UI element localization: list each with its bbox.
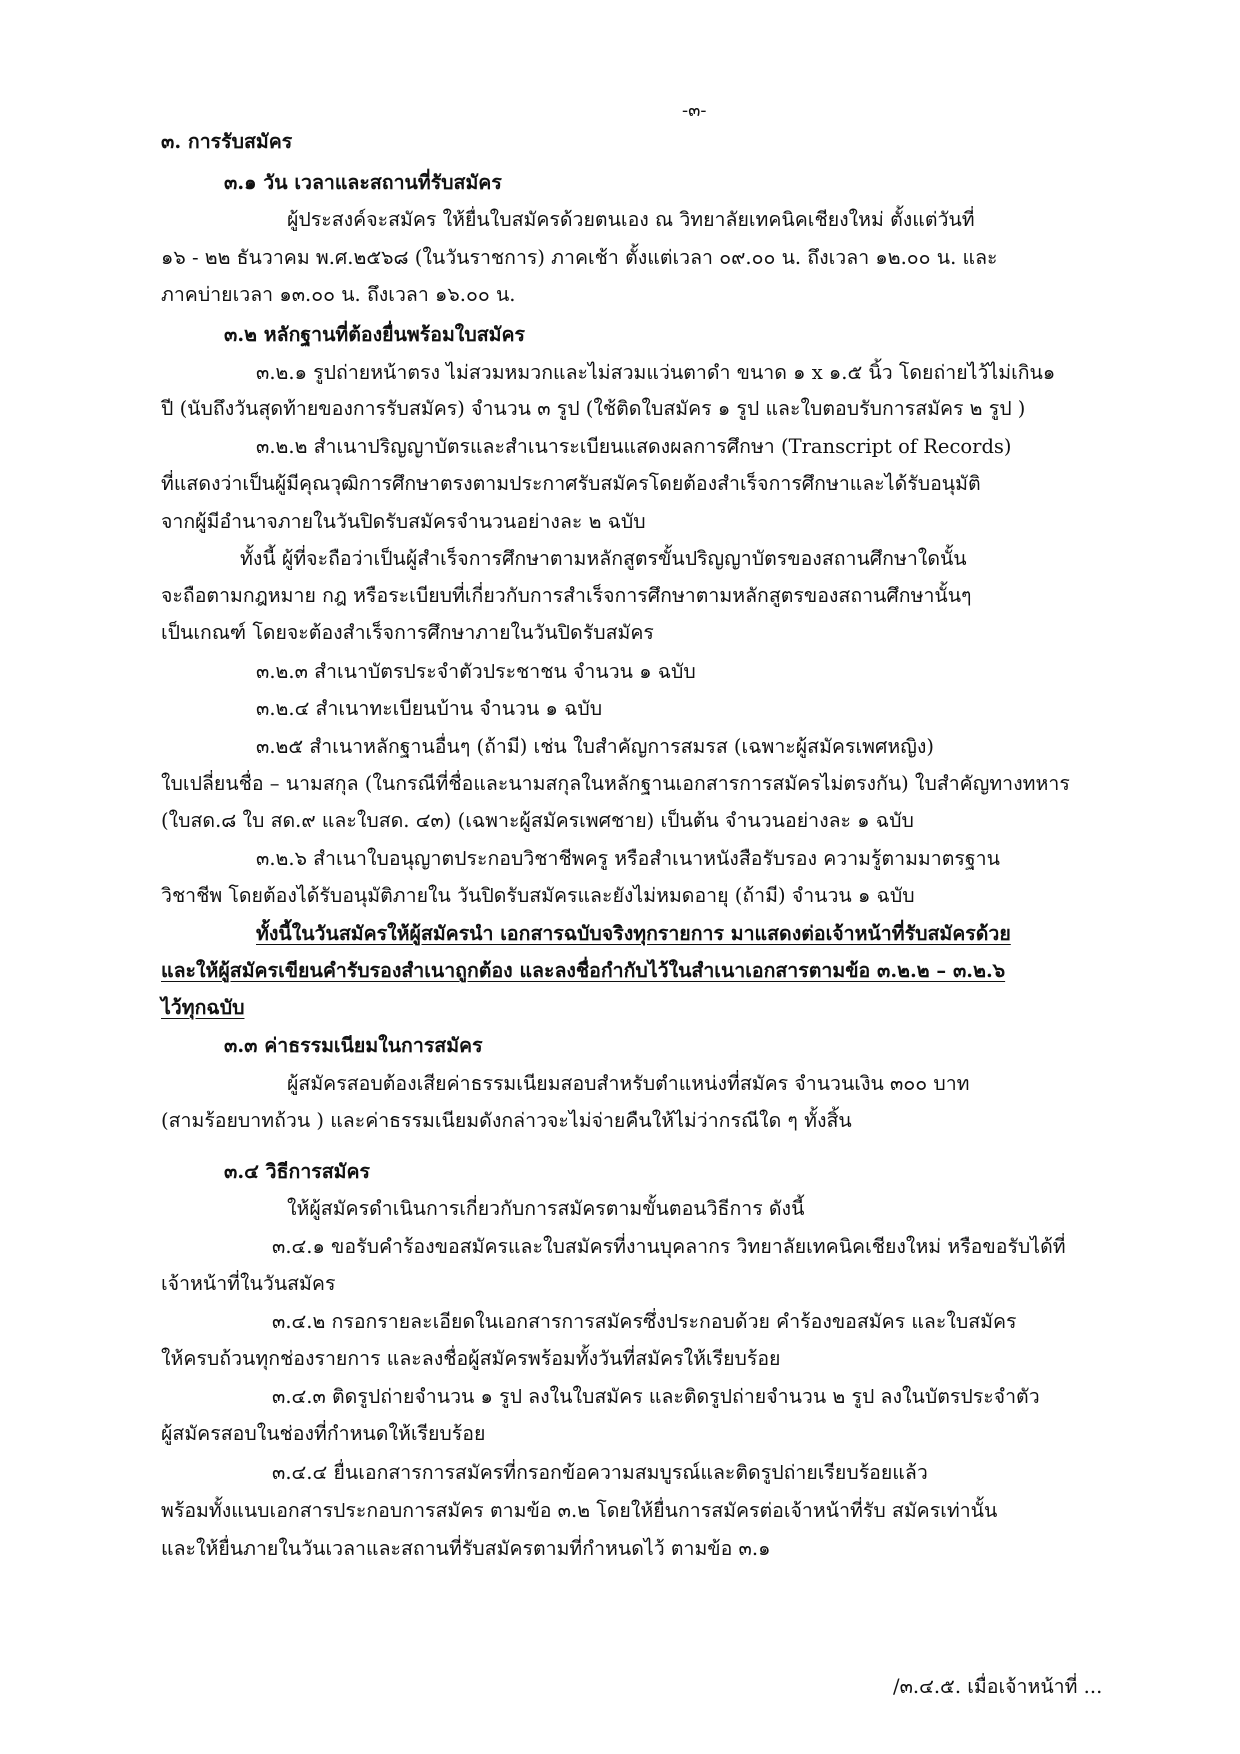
heading-3-3: ๓.๓ ค่าธรรมเนียมในการสมัคร	[224, 1034, 483, 1057]
paragraph-line: จากผู้มีอำนาจภายในวันปิดรับสมัครจำนวนอย่างละ ๒ ฉบับ	[161, 510, 646, 533]
paragraph-line: (สามร้อยบาทถ้วน ) และค่าธรรมเนียมดังกล่าวจะไม่จ่ายคืนให้ไม่ว่ากรณีใด ๆ ทั้งสิ้น	[161, 1109, 852, 1132]
paragraph-line: ๓.๔.๒ กรอกรายละเอียดในเอกสารการสมัครซึ่งประกอบด้วย คำร้องขอสมัคร และใบสมัคร	[272, 1310, 1017, 1333]
paragraph-line: ที่แสดงว่าเป็นผู้มีคุณวุฒิการศึกษาตรงตามประกาศรับสมัครโดยต้องสำเร็จการศึกษาและได้รับอนุมัติ	[161, 472, 981, 495]
heading-3-4: ๓.๔ วิธีการสมัคร	[224, 1160, 371, 1183]
paragraph-line: วิชาชีพ โดยต้องได้รับอนุมัติภายใน วันปิดรับสมัครและยังไม่หมดอายุ (ถ้ามี) จำนวน ๑ ฉบับ	[161, 884, 915, 907]
paragraph-line: และให้ยื่นภายในวันเวลาและสถานที่รับสมัครตามที่กำหนดไว้ ตามข้อ ๓.๑	[161, 1537, 771, 1560]
paragraph-line: ๓.๒.๑ รูปถ่ายหน้าตรง ไม่สวมหมวกและไม่สวมแว่นตาดำ ขนาด ๑ x ๑.๕ นิ้ว โดยถ่ายไว้ไม่เกิน๑	[256, 361, 1056, 384]
heading-3-1: ๓.๑ วัน เวลาและสถานที่รับสมัคร	[224, 171, 502, 194]
notice-line: และให้ผู้สมัครเขียนคำรับรองสำเนาถูกต้อง และลงชื่อกำกับไว้ในสำเนาเอกสารตามข้อ ๓.๒.๒ – ๓.๒.๖	[161, 959, 1006, 982]
paragraph-line: ๓.๒.๖ สำเนาใบอนุญาตประกอบวิชาชีพครู หรือสำเนาหนังสือรับรอง ความรู้ตามมาตรฐาน	[256, 847, 1000, 870]
paragraph-line: ๓.๒.๒ สำเนาปริญญาบัตรและสำเนาระเบียนแสดงผลการศึกษา (Transcript of Records)	[256, 435, 1012, 458]
section-title: ๓. การรับสมัคร	[161, 130, 293, 153]
paragraph-line: ให้ครบถ้วนทุกช่องรายการ และลงชื่อผู้สมัครพร้อมทั้งวันที่สมัครให้เรียบร้อย	[161, 1347, 781, 1370]
paragraph-line: ภาคบ่ายเวลา ๑๓.๐๐ น. ถึงเวลา ๑๖.๐๐ น.	[161, 283, 516, 306]
paragraph-line: ผู้ประสงค์จะสมัคร ให้ยื่นใบสมัครด้วยตนเอง ณ วิทยาลัยเทคนิคเชียงใหม่ ตั้งแต่วันที่	[287, 208, 975, 231]
paragraph-line: ๑๖ - ๒๒ ธันวาคม พ.ศ.๒๕๖๘ (ในวันราชการ) ภาคเช้า ตั้งแต่เวลา ๐๙.๐๐ น. ถึงเวลา ๑๒.๐๐ น. และ	[161, 246, 998, 269]
paragraph-line: ให้ผู้สมัครดำเนินการเกี่ยวกับการสมัครตามขั้นตอนวิธีการ ดังนี้	[287, 1197, 805, 1220]
notice-line: ไว้ทุกฉบับ	[161, 996, 245, 1019]
paragraph-line: ผู้สมัครสอบในช่องที่กำหนดให้เรียบร้อย	[161, 1422, 486, 1445]
continuation-note: /๓.๔.๕. เมื่อเจ้าหน้าที่ ...	[893, 1675, 1103, 1698]
paragraph-line: (ใบสด.๘ ใบ สด.๙ และใบสด. ๔๓) (เฉพาะผู้สมัครเพศชาย) เป็นต้น จำนวนอย่างละ ๑ ฉบับ	[161, 809, 914, 832]
paragraph-line: จะถือตามกฎหมาย กฎ หรือระเบียบที่เกี่ยวกับการสำเร็จการศึกษาตามหลักสูตรของสถานศึกษานั้นๆ	[161, 584, 972, 607]
heading-3-2: ๓.๒ หลักฐานที่ต้องยื่นพร้อมใบสมัคร	[224, 323, 525, 346]
notice-line: ทั้งนี้ในวันสมัครให้ผู้สมัครนำ เอกสารฉบับจริงทุกรายการ มาแสดงต่อเจ้าหน้าที่รับสมัครด้วย	[256, 922, 1011, 945]
paragraph-line: ผู้สมัครสอบต้องเสียค่าธรรมเนียมสอบสำหรับตำแหน่งที่สมัคร จำนวนเงิน ๓๐๐ บาท	[287, 1072, 970, 1095]
paragraph-line: ใบเปลี่ยนชื่อ – นามสกุล (ในกรณีที่ชื่อและนามสกุลในหลักฐานเอกสารการสมัครไม่ตรงกัน) ใบสำคัญทางทหาร	[161, 772, 1070, 795]
paragraph-line: ๓.๒.๔ สำเนาทะเบียนบ้าน จำนวน ๑ ฉบับ	[256, 697, 603, 720]
paragraph-line: พร้อมทั้งแนบเอกสารประกอบการสมัคร ตามข้อ ๓.๒ โดยให้ยื่นการสมัครต่อเจ้าหน้าที่รับ สมัครเท่านั้น	[161, 1499, 998, 1522]
paragraph-line: เป็นเกณฑ์ โดยจะต้องสำเร็จการศึกษาภายในวันปิดรับสมัคร	[161, 621, 654, 644]
paragraph-line: ๓.๔.๓ ติดรูปถ่ายจำนวน ๑ รูป ลงในใบสมัคร และติดรูปถ่ายจำนวน ๒ รูป ลงในบัตรประจำตัว	[272, 1385, 1040, 1408]
page-number: -๓-	[682, 100, 707, 121]
paragraph-line: เจ้าหน้าที่ในวันสมัคร	[161, 1272, 336, 1295]
paragraph-line: ทั้งนี้ ผู้ที่จะถือว่าเป็นผู้สำเร็จการศึกษาตามหลักสูตรขั้นปริญญาบัตรของสถานศึกษาใดนั้น	[240, 547, 967, 570]
paragraph-line: ปี (นับถึงวันสุดท้ายของการรับสมัคร) จำนวน ๓ รูป (ใช้ติดใบสมัคร ๑ รูป และใบตอบรับการสมัคร ๒ รูป )	[161, 397, 1026, 420]
paragraph-line: ๓.๔.๔ ยื่นเอกสารการสมัครที่กรอกข้อความสมบูรณ์และติดรูปถ่ายเรียบร้อยแล้ว	[272, 1461, 928, 1484]
paragraph-line: ๓.๔.๑ ขอรับคำร้องขอสมัครและใบสมัครที่งานบุคลากร วิทยาลัยเทคนิคเชียงใหม่ หรือขอรับได้ที่	[272, 1235, 1066, 1258]
paragraph-line: ๓.๒.๓ สำเนาบัตรประจำตัวประชาชน จำนวน ๑ ฉบับ	[256, 660, 696, 683]
paragraph-line: ๓.๒๕ สำเนาหลักฐานอื่นๆ (ถ้ามี) เช่น ใบสำคัญการสมรส (เฉพาะผู้สมัครเพศหญิง)	[256, 735, 934, 758]
